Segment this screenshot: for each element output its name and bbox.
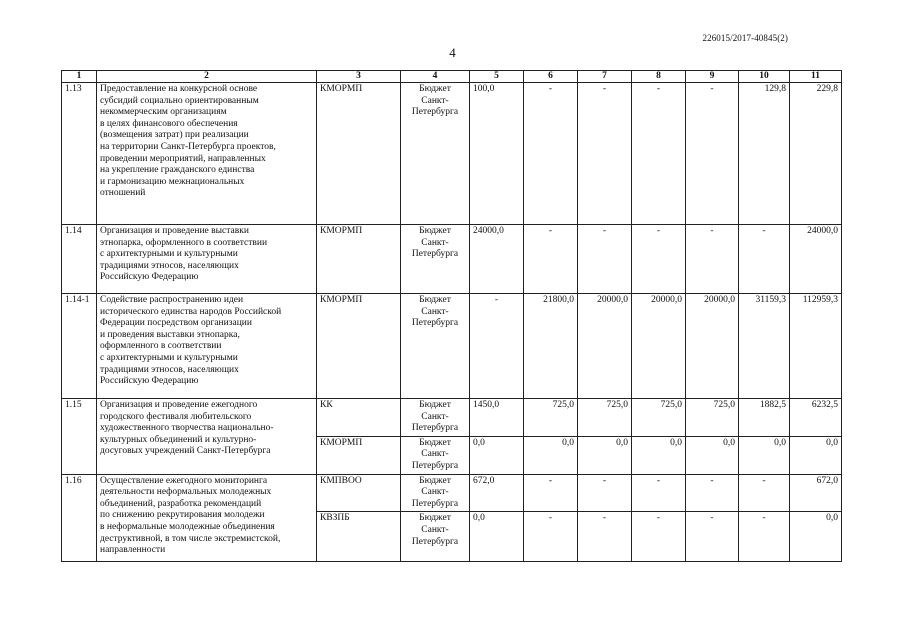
table-row xyxy=(62,294,842,399)
activity-description: Организация и проведение выставки этнопарка, оформленного в соответствии с архитектурными и культурными традициями этносов, населяющих Российскую Федерацию xyxy=(97,225,317,294)
table-row xyxy=(62,83,842,225)
row-number: 1.14 xyxy=(62,225,97,294)
column-header-4: 4 xyxy=(401,71,470,83)
value-cell-col-8: - xyxy=(632,512,686,562)
value-cell-col-5: 24000,0 xyxy=(470,225,524,294)
value-cell-col-7: - xyxy=(578,225,632,294)
funding-source-cell: Бюджет Санкт- Петербурга xyxy=(401,474,470,512)
column-header-6: 6 xyxy=(524,71,578,83)
column-header-8: 8 xyxy=(632,71,686,83)
value-cell-col-7: - xyxy=(578,474,632,512)
column-header-10: 10 xyxy=(739,71,790,83)
funding-source-cell: Бюджет Санкт- Петербурга xyxy=(401,83,470,225)
column-header-1: 1 xyxy=(62,71,97,83)
value-cell-col-11: 24000,0 xyxy=(790,225,842,294)
value-cell-col-6: 725,0 xyxy=(524,399,578,437)
funding-source-cell: Бюджет Санкт- Петербурга xyxy=(401,399,470,437)
value-cell-col-9: 725,0 xyxy=(686,399,739,437)
value-cell-col-11: 6232,5 xyxy=(790,399,842,437)
value-cell-col-9: - xyxy=(686,512,739,562)
document-number: 226015/2017-40845(2) xyxy=(702,33,788,43)
value-cell-col-5: 672,0 xyxy=(470,474,524,512)
column-header-11: 11 xyxy=(790,71,842,83)
value-cell-col-6: - xyxy=(524,225,578,294)
funding-source-cell: Бюджет Санкт- Петербурга xyxy=(401,512,470,562)
value-cell-col-9: - xyxy=(686,474,739,512)
column-header-7: 7 xyxy=(578,71,632,83)
value-cell-col-7: - xyxy=(578,83,632,225)
value-cell-col-10: 129,8 xyxy=(739,83,790,225)
value-cell-col-10: - xyxy=(739,474,790,512)
value-cell-col-10: 31159,3 xyxy=(739,294,790,399)
value-cell-col-5: 0,0 xyxy=(470,436,524,474)
executor-cell: КМОРМП xyxy=(317,436,401,474)
activity-description: Предоставление на конкурсной основе субсидий социально ориентированным некоммерческим организациям в целях финансового обеспечения (возмещения затрат) при реализации на территории Санкт-Петербурга проектов, проведении мероприятий, направленных на укрепление гражданского единства и гармонизацию межнациональных отношений xyxy=(97,83,317,225)
funding-source-cell: Бюджет Санкт- Петербурга xyxy=(401,294,470,399)
value-cell-col-5: 1450,0 xyxy=(470,399,524,437)
value-cell-col-6: 0,0 xyxy=(524,436,578,474)
row-number: 1.14-1 xyxy=(62,294,97,399)
executor-cell: КМПВОО xyxy=(317,474,401,512)
value-cell-col-10: - xyxy=(739,225,790,294)
value-cell-col-6: - xyxy=(524,83,578,225)
value-cell-col-8: - xyxy=(632,474,686,512)
activity-description: Осуществление ежегодного мониторинга деятельности неформальных молодежных объединений, разработка рекомендаций по снижению рекрутирования молодежи в неформальные молодежные объединения деструктивной, в том числе экстремистской, направленности xyxy=(97,474,317,562)
executor-cell: КВЗПБ xyxy=(317,512,401,562)
value-cell-col-5: 100,0 xyxy=(470,83,524,225)
value-cell-col-8: - xyxy=(632,83,686,225)
value-cell-col-11: 0,0 xyxy=(790,512,842,562)
value-cell-col-8: 0,0 xyxy=(632,436,686,474)
value-cell-col-9: - xyxy=(686,83,739,225)
activity-description: Организация и проведение ежегодного городского фестиваля любительского художественного творчества национально- культурных объединений и культурно- досуговых учреждений Санкт-Петербурга xyxy=(97,399,317,475)
value-cell-col-7: 725,0 xyxy=(578,399,632,437)
value-cell-col-6: - xyxy=(524,474,578,512)
value-cell-col-6: 21800,0 xyxy=(524,294,578,399)
row-number: 1.13 xyxy=(62,83,97,225)
column-header-3: 3 xyxy=(317,71,401,83)
column-header-row xyxy=(62,71,842,83)
activity-description: Содействие распространению идеи исторического единства народов Российской Федерации посредством организации и проведения выставки этнопарка, оформленного в соответствии с архитектурными и культурными традициями этносов, населяющих Российскую Федерацию xyxy=(97,294,317,399)
value-cell-col-7: 20000,0 xyxy=(578,294,632,399)
column-header-9: 9 xyxy=(686,71,739,83)
executor-cell: КМОРМП xyxy=(317,83,401,225)
column-header-5: 5 xyxy=(470,71,524,83)
row-number: 1.16 xyxy=(62,474,97,562)
table-body xyxy=(62,71,842,562)
value-cell-col-10: - xyxy=(739,512,790,562)
executor-cell: КМОРМП xyxy=(317,294,401,399)
value-cell-col-6: - xyxy=(524,512,578,562)
row-number: 1.15 xyxy=(62,399,97,475)
page-number: 4 xyxy=(449,45,456,60)
value-cell-col-5: 0,0 xyxy=(470,512,524,562)
funding-source-cell: Бюджет Санкт- Петербурга xyxy=(401,436,470,474)
value-cell-col-11: 112959,3 xyxy=(790,294,842,399)
value-cell-col-7: 0,0 xyxy=(578,436,632,474)
value-cell-col-8: - xyxy=(632,225,686,294)
value-cell-col-10: 1882,5 xyxy=(739,399,790,437)
value-cell-col-10: 0,0 xyxy=(739,436,790,474)
value-cell-col-9: 20000,0 xyxy=(686,294,739,399)
value-cell-col-11: 0,0 xyxy=(790,436,842,474)
value-cell-col-9: 0,0 xyxy=(686,436,739,474)
value-cell-col-11: 672,0 xyxy=(790,474,842,512)
value-cell-col-8: 725,0 xyxy=(632,399,686,437)
column-header-2: 2 xyxy=(97,71,317,83)
value-cell-col-8: 20000,0 xyxy=(632,294,686,399)
funding-source-cell: Бюджет Санкт- Петербурга xyxy=(401,225,470,294)
program-table xyxy=(61,70,842,562)
table-row xyxy=(62,474,842,512)
value-cell-col-7: - xyxy=(578,512,632,562)
table-row xyxy=(62,399,842,437)
value-cell-col-11: 229,8 xyxy=(790,83,842,225)
executor-cell: КМОРМП xyxy=(317,225,401,294)
table-row xyxy=(62,225,842,294)
value-cell-col-5: - xyxy=(470,294,524,399)
executor-cell: КК xyxy=(317,399,401,437)
value-cell-col-9: - xyxy=(686,225,739,294)
